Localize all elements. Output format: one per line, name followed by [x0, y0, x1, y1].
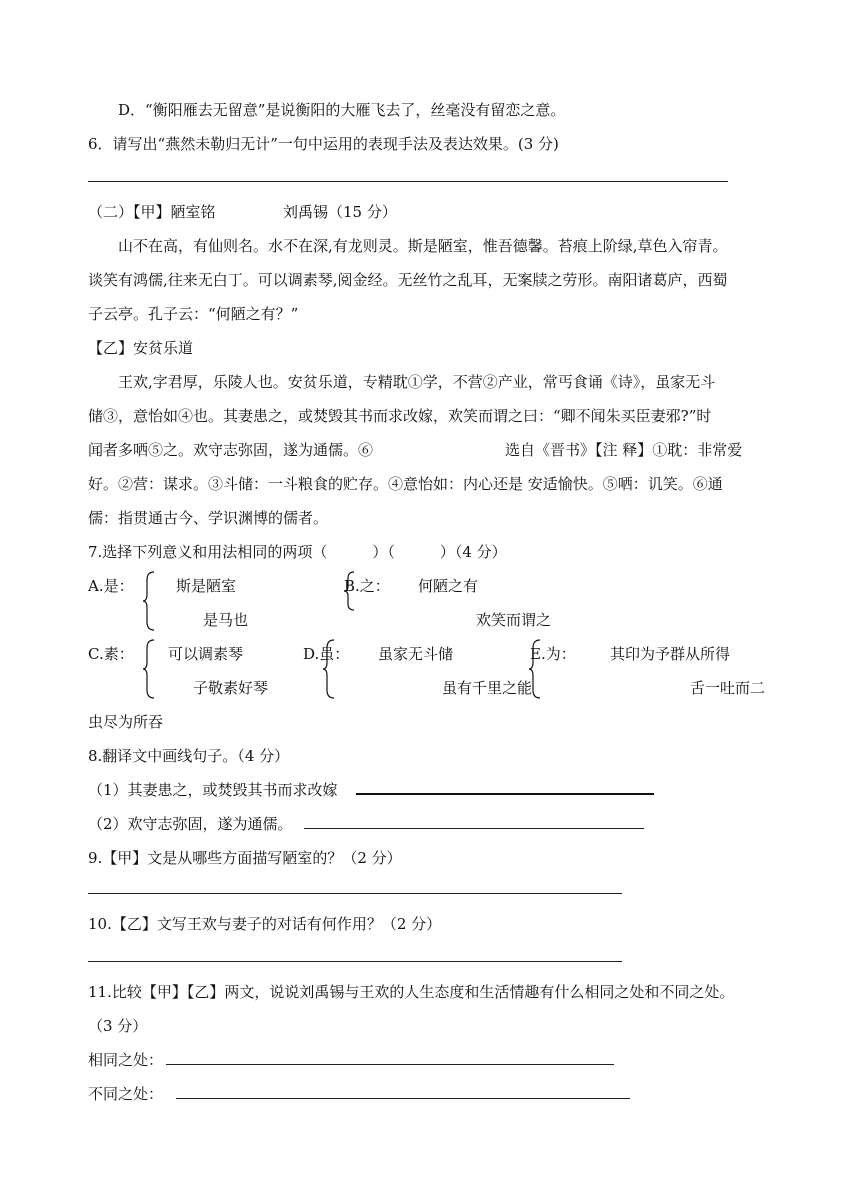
q7-option-d-item-2: 虽有千里之能 [442, 679, 533, 697]
q7-option-d-label: D.虽： [303, 645, 350, 663]
q7-option-a-item-2: 是马也 [203, 611, 249, 629]
answer-line-q10[interactable] [88, 961, 622, 962]
answer-line-same[interactable] [166, 1064, 614, 1065]
yi-notes-line-1: 好。②营：谋求。③斗储：一斗粮食的贮存。④意怡如：内心还是 安适愉快。⑤哂：讥笑。⑥通 [88, 475, 723, 493]
answer-line-q8-2[interactable] [304, 828, 644, 829]
q8-sentence-2: （2）欢守志弥固，遂为通儒。 [88, 815, 293, 833]
question-9: 9.【甲】文是从哪些方面描写陋室的？（2 分） [88, 849, 402, 867]
q8-sentence-1: （1）其妻患之，或焚毁其书而求改嫁 [88, 781, 338, 799]
answer-line-q9[interactable] [88, 893, 622, 894]
q7-option-a-item-1: 斯是陋室 [176, 577, 237, 595]
yi-passage-line-2: 储③，意怡如④也。其妻患之，或焚毁其书而求改嫁，欢笑而谓之曰：“卿不闻朱买臣妻邪?”时 [88, 407, 712, 425]
question-7: 7.选择下列意义和用法相同的两项（ ）（ ）（4 分） [88, 543, 507, 561]
q7-option-e-item-2: 舌一吐而二 [690, 679, 766, 697]
jia-passage-line-2: 谈笑有鸿儒,往来无白丁。可以调素琴,阅金经。无丝竹之乱耳，无案牍之劳形。南阳诸葛庐，西蜀 [88, 271, 728, 289]
jia-passage-line-1: 山不在高，有仙则名。水不在深,有龙则灵。斯是陋室，惟吾德馨。苔痕上阶绿,草色入帘青。 [118, 237, 728, 255]
option-b-brace [342, 570, 356, 612]
question-11: 11.比较【甲】【乙】两文，说说刘禹锡与王欢的人生态度和生活情趣有什么相同之处和不同之处。 [88, 983, 735, 1001]
q7-option-c-item-1: 可以调素琴 [168, 645, 244, 663]
answer-line-diff[interactable] [176, 1098, 630, 1099]
q7-option-b-item-2: 欢笑而谓之 [476, 611, 552, 629]
q7-option-e-item-1: 其印为予群从所得 [610, 645, 731, 663]
q7-option-e-item-2-cont: 虫尽为所吞 [88, 713, 164, 731]
yi-passage-line-3: 闻者多哂⑤之。欢守志弥固，遂为通儒。⑥ [88, 441, 374, 459]
yi-passage-line-1: 王欢,字君厚，乐陵人也。安贫乐道，专精耽①学，不营②产业，常丐食诵《诗》，虽家无斗 [118, 373, 716, 391]
q7-option-c-item-2: 子敬素好琴 [193, 679, 269, 697]
q7-option-b-item-1: 何陋之有 [418, 577, 479, 595]
yi-notes-line-2: 儒：指贯通古今、学识渊博的儒者。 [88, 509, 329, 527]
section-2-author: 刘禹锡（15 分） [283, 203, 397, 221]
option-a-brace [142, 570, 156, 632]
same-label: 相同之处： [88, 1051, 164, 1069]
q5-option-d: D．“衡阳雁去无留意”是说衡阳的大雁飞去了，丝毫没有留恋之意。 [118, 101, 566, 119]
question-11-score: （3 分） [88, 1017, 148, 1035]
answer-line-q6[interactable] [88, 181, 728, 182]
answer-line-q8-1[interactable] [356, 793, 654, 795]
option-c-brace [142, 638, 156, 700]
question-10: 10.【乙】文写王欢与妻子的对话有何作用？（2 分） [88, 915, 442, 933]
q7-option-a-label: A.是： [88, 577, 134, 595]
yi-source-note: 选自《晋书》【注 释】①耽：非常爱 [505, 441, 743, 459]
q7-option-c-label: C.素： [88, 645, 134, 663]
yi-heading: 【乙】安贫乐道 [88, 339, 194, 357]
question-8: 8.翻译文中画线句子。（4 分） [88, 747, 290, 765]
q7-option-b-label: B.之： [344, 577, 390, 595]
diff-label: 不同之处： [88, 1085, 164, 1103]
q7-option-e-label: E.为： [530, 645, 576, 663]
question-6: 6．请写出“燕然未勒归无计”一句中运用的表现手法及表达效果。(3 分) [88, 135, 559, 153]
q7-option-d-item-1: 虽家无斗储 [378, 645, 454, 663]
section-2-heading: （二）【甲】陋室铭 [88, 203, 216, 221]
option-e-brace [528, 638, 542, 700]
jia-passage-line-3: 子云亭。孔子云：“何陋之有？” [88, 305, 299, 323]
option-d-brace [322, 638, 336, 700]
